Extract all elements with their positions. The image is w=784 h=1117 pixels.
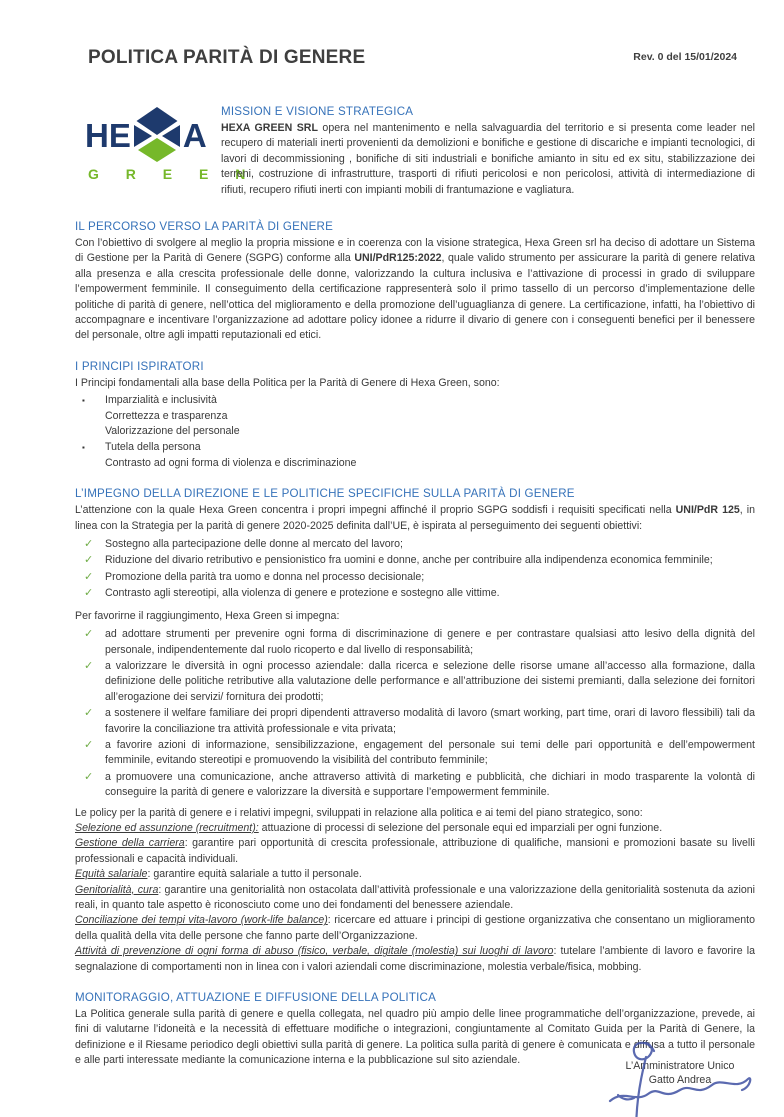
percorso-text-1: Con l’obiettivo di svolgere al meglio la propria missione e in coerenza con la visione strategica, Hexa Green srl ha deciso di adottare un Sistema di Gestione per la Parità di Genere (SGPG) conforme alla: [75, 237, 755, 265]
commitment-text: a sostenere il welfare familiare dei propri dipendenti attraverso modalità di lavoro (smart working, part time, orari di lavoro flessibili) tali da favorire la conciliazione tra attività professionale e vita privata;: [105, 707, 755, 735]
percorso-section: [75, 220, 755, 344]
objective-text: Sostegno alla partecipazione delle donne al mercato del lavoro;: [105, 538, 403, 551]
principle-label: Valorizzazione del personale: [105, 425, 240, 438]
list-item: [75, 456, 755, 472]
list-item: [75, 553, 755, 568]
policy-text: : ricercare ed attuare i principi di gestione organizzativa che consentano un miglioramento della qualità della vita delle persone che fanno parte dell’Organizzazione.: [75, 914, 755, 942]
list-item: [75, 393, 755, 409]
commitment-text: a favorire azioni di informazione, sensibilizzazione, engagement del personale sui temi delle pari opportunità e dell’empowerment femminile, evitando stereotipi e promuovendo la visibilità del contributo femminile;: [105, 738, 755, 767]
policy-lead: Equità salariale: [75, 868, 148, 881]
monitoraggio-section: [75, 991, 755, 1069]
square-bullet-icon: ▪: [82, 443, 85, 453]
objectives-list: [75, 537, 755, 602]
logo-text-left: HE: [85, 116, 131, 154]
commitment-text: ad adottare strumenti per prevenire ogni forma di discriminazione di genere e per contrastare qualsiasi atto lesivo della dignità del personale, indipendentemente dal ruolo ricoperto e dal livello di responsabilità;: [105, 628, 755, 656]
principle-label: Contrasto ad ogni forma di violenza e discriminazione: [105, 456, 357, 469]
impegno-paragraph: [75, 503, 755, 534]
principi-section: [75, 360, 755, 471]
objective-text: Riduzione del divario retributivo e pensionistico fra uomini e donne, anche per contribuire alla indipendenza economica femminile;: [105, 554, 713, 567]
percorso-paragraph: [75, 236, 755, 344]
check-icon: ✓: [84, 554, 94, 567]
check-icon: ✓: [84, 587, 94, 600]
principle-label: Correttezza e trasparenza: [105, 409, 228, 422]
logo-text-green: G R E E N: [88, 166, 257, 182]
policy-text: : garantire pari opportunità di crescita professionale, attribuzione di qualifiche, mansioni e promozioni basate su livelli professionali e capacità individuali.: [75, 837, 755, 865]
principi-heading: I PRINCIPI ISPIRATORI: [75, 359, 204, 373]
principi-list: [75, 393, 755, 471]
impegno-text-2: , in linea con la Strategia per la parità di genere 2020-2025 definita dall’UE, è ispirata al perseguimento dei seguenti obiettivi:: [75, 504, 755, 532]
list-item: [75, 440, 755, 456]
monitoraggio-heading: MONITORAGGIO, ATTUAZIONE E DIFFUSIONE DELLA POLITICA: [75, 991, 437, 1005]
objective-text: Contrasto agli stereotipi, alla violenza di genere e protezione e sostegno alle vittime.: [105, 587, 500, 600]
mission-section: [75, 105, 755, 198]
mission-heading: MISSION E VISIONE STRATEGICA: [221, 105, 414, 118]
policy-text: : garantire una genitorialità non ostacolata dall’attività professionale e una valorizzazione della genitorialità sostenuta da azioni reali, in quanto tale aspetto è riconosciuto come uno dei fondamenti del benessere aziendale.: [75, 883, 755, 911]
policy-lead: Selezione ed assunzione (recruitment):: [75, 821, 259, 834]
commitments-list: [75, 627, 755, 800]
policy-item: [75, 944, 755, 975]
document-header: [75, 47, 755, 69]
commitment-text: a promuovere una comunicazione, anche attraverso attività di marketing e pubblicità, che dichiari in modo trasparente la volontà di conseguire la parità di genere e valorizzare la diversità e supportare l’empowerment femminile.: [105, 770, 755, 799]
policy-intro: Le policy per la parità di genere e i relativi impegni, sviluppati in relazione alla politica e ai temi del piano strategico, sono:: [75, 806, 643, 819]
list-item: [75, 770, 755, 801]
impegno-heading: L’IMPEGNO DELLA DIREZIONE E LE POLITICHE SPECIFICHE SULLA PARITÀ DI GENERE: [75, 487, 575, 501]
policy-lead: Genitorialità, cura: [75, 883, 159, 896]
impegno-intro-2: Per favorirne il raggiungimento, Hexa Green si impegna:: [75, 609, 340, 622]
impegno-text-1: L’attenzione con la quale Hexa Green concentra i propri impegni affinché il proprio SGPG soddisfi i requisiti specificati nella: [75, 504, 676, 517]
list-item: [75, 570, 755, 585]
mission-paragraph: [221, 121, 755, 198]
logo-text-right: A: [182, 116, 207, 154]
policy-lead: Conciliazione dei tempi vita-lavoro (work-life balance): [75, 914, 328, 927]
policy-item: [75, 867, 755, 882]
list-item: [75, 659, 755, 705]
policy-text: attuazione di processi di selezione del personale equi ed imparziali per ogni funzione.: [258, 821, 663, 834]
check-icon: ✓: [84, 538, 94, 551]
monitoraggio-paragraph: La Politica generale sulla parità di genere e quella collegata, nel quadro più ampio delle linee programmatiche dell’organizzazione, prevede, ai fini di valutarne l’idoneità e la necessità di effettuare modifiche o integrazioni, congiuntamente al Comitato Guida per la Parità di Genere, la definizione e il Riesame periodico degli obiettivi sulla parità di genere. La politica sulla parità di genere è comunicata e diffusa a tutto il personale e alle parti interessate mediante la comunicazione interna e la pubblicazione sul sito aziendale.: [75, 1008, 755, 1067]
objective-text: Promozione della parità tra uomo e donna nel processo decisionale;: [105, 570, 425, 583]
list-item: [75, 537, 755, 552]
check-icon: ✓: [84, 738, 94, 751]
company-logo: [75, 105, 257, 198]
signature-role: L’Amministratore Unico: [625, 1059, 735, 1072]
list-item: [75, 409, 755, 425]
mission-body: opera nel mantenimento e nella salvaguardia del territorio e si presenta come leader nel recupero di materiali inerti provenienti da demolizioni e bonifiche e gestione di discariche e impianti tecnologici, di lavori di decommissioning , bonifiche di siti industriali e bonifiche amianto in situ ed ex situ, stabilizzazione dei terreni, costruzione di infrastrutture, trasporti di rifiuti pericolosi e non pericolosi, attività di intermediazione di rifiuti, recupero rifiuti inerti con impianti mobili di frantumazione e vagliatura.: [221, 122, 755, 196]
policy-text: : tutelare l’ambiente di lavoro e favorire la segnalazione di comportamenti non in linea con i valori aziendali come discriminazione, molestia verbale/fisica, mobbing.: [75, 945, 755, 973]
list-item: [75, 738, 755, 769]
list-item: [75, 424, 755, 440]
signature-name: Gatto Andrea: [648, 1073, 712, 1086]
policy-item: [75, 836, 755, 867]
square-bullet-icon: [75, 456, 95, 472]
check-icon: ✓: [84, 570, 94, 583]
policy-lead: Gestione della carriera: [75, 837, 185, 850]
impegno-standard-ref: UNI/PdR 125: [675, 504, 740, 517]
check-icon: ✓: [84, 707, 94, 720]
percorso-standard-ref: UNI/PdR125:2022: [354, 252, 442, 265]
policy-item: [75, 821, 755, 836]
list-item: [75, 706, 755, 737]
policy-lead: Attività di prevenzione di ogni forma di abuso (fisico, verbale, digitale (molestia) sui luoghi di lavoro: [75, 945, 554, 958]
commitment-text: a valorizzare le diversità in ogni processo aziendale: dalla ricerca e selezione delle risorse umane all’accesso alla formazione, dalla definizione delle politiche retributive alla valutazione delle performance e all’attribuzione dei sistemi premianti, dalla selezione dei fornitori all’erogazione dei servizi/ fornitura dei prodotti;: [105, 659, 755, 703]
signature-block: [580, 1059, 780, 1087]
list-item: [75, 627, 755, 658]
check-icon: ✓: [84, 770, 94, 783]
policy-item: [75, 883, 755, 914]
principle-label: Tutela della persona: [105, 441, 201, 454]
revision-label: Rev. 0 del 15/01/2024: [633, 51, 737, 63]
percorso-heading: IL PERCORSO VERSO LA PARITÀ DI GENERE: [75, 220, 334, 234]
page-title: POLITICA PARITÀ DI GENERE: [88, 47, 366, 68]
mission-lead: HEXA GREEN SRL: [221, 122, 318, 134]
policy-text: : garantire equità salariale a tutto il personale.: [147, 868, 362, 881]
hexagon-logo-icon: [132, 107, 182, 163]
list-item: [75, 586, 755, 601]
check-icon: ✓: [84, 659, 94, 672]
square-bullet-icon: ▪: [82, 396, 85, 406]
percorso-text-2: , quale valido strumento per assicurare la parità di genere relativa alla presenza e alla crescita professionale delle donne, valorizzando la cultura inclusiva e l’attivazione di processi in grado di sviluppare l’empowerment femminile. Il conseguimento della certificazione rappresenterà solo il primo tassello di un percorso d’implementazione delle politiche di parità di genere, nell’ottica del miglioramento e della promozione dell’uguaglianza di genere. La certificazione, infatti, ha l’obiettivo di accompagnare e incentivare l’organizzazione ad adottare policy idonee a ridurre il divario di genere con i conseguenti benefici per il benessere del personale, oltre agli impatti reputazionali ed etici.: [75, 252, 755, 342]
impegno-section: [75, 487, 755, 975]
square-bullet-icon: [75, 424, 95, 440]
principi-intro: I Principi fondamentali alla base della Politica per la Parità di Genere di Hexa Green, sono:: [75, 376, 500, 389]
square-bullet-icon: [75, 409, 95, 425]
check-icon: ✓: [84, 628, 94, 641]
policy-item: [75, 913, 755, 944]
principle-label: Imparzialità e inclusività: [105, 394, 217, 407]
